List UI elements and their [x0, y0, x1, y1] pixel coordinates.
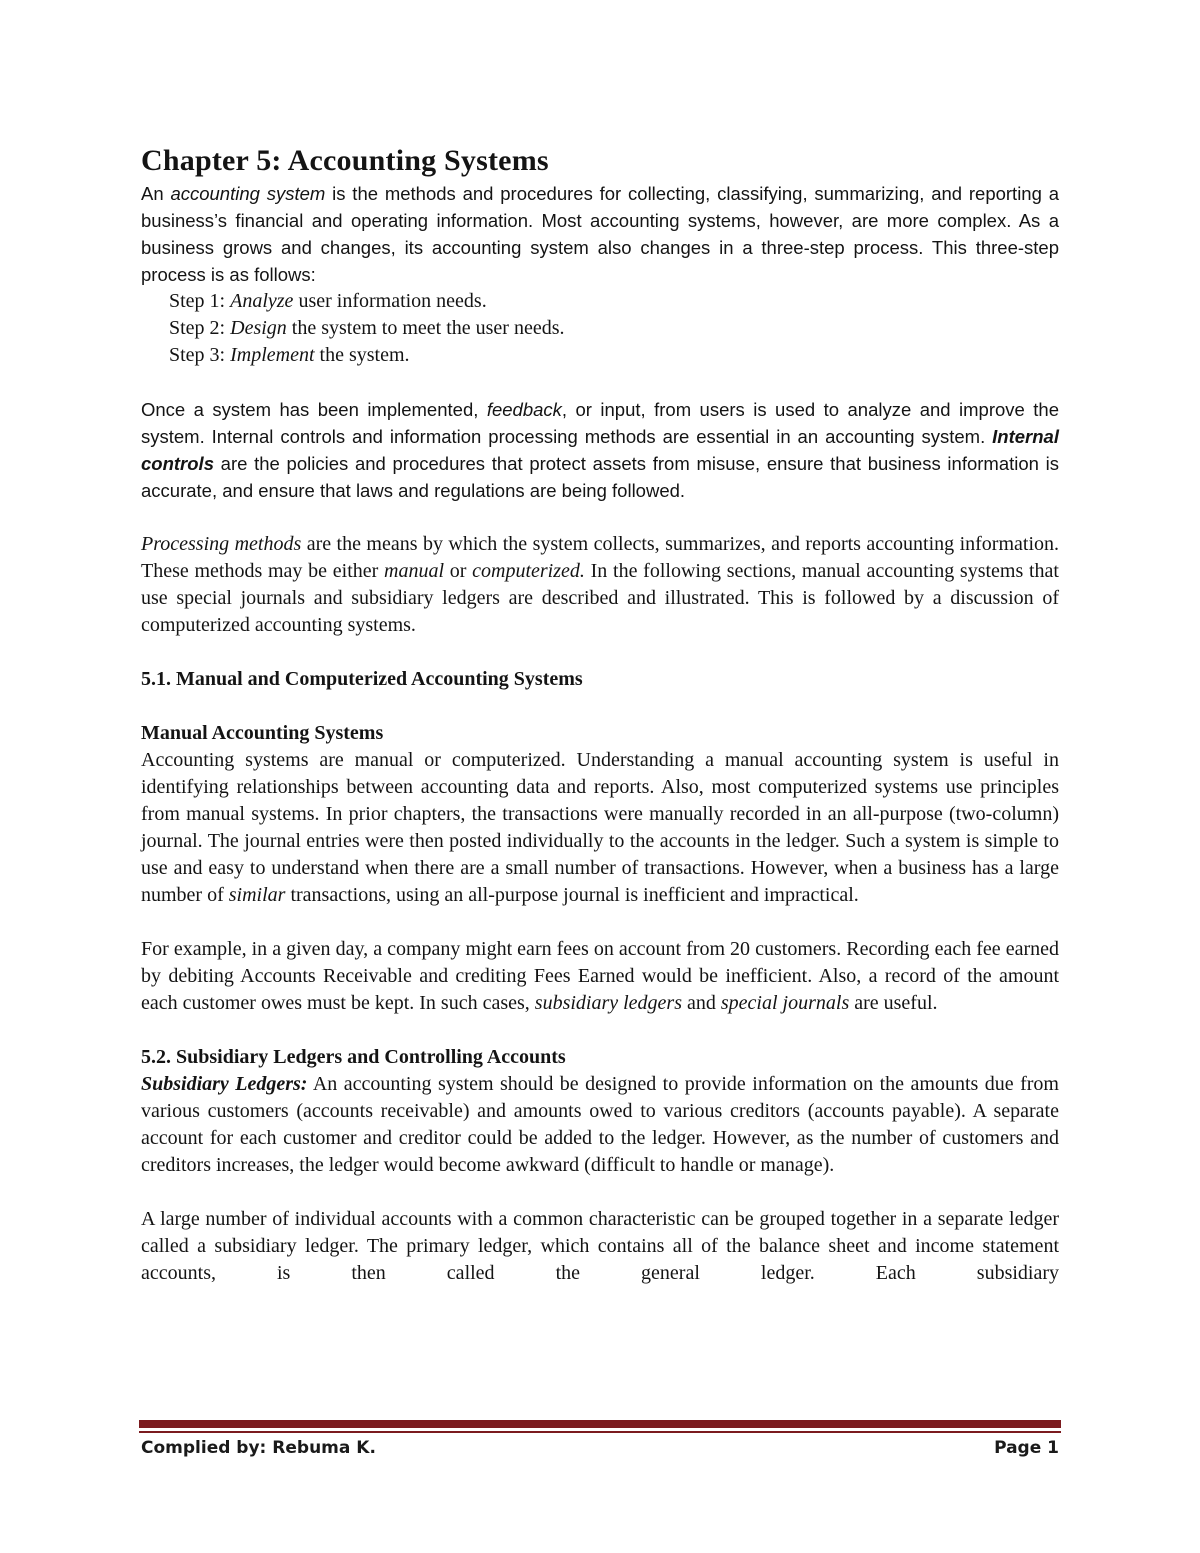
page-footer: [141, 1438, 1059, 1458]
example-text-1: For example, in a given day, a company might earn fees on account from 20 customers. Recording each fee earned by debiting Accounts Receivable and crediting Fees Earned would be inefficient. Also, a record of the amount each customer owes must be kept. In such cases,: [141, 938, 1059, 1014]
internal-controls-term: Internal controls: [141, 426, 1059, 474]
feedback-text-1: Once a system has been implemented,: [141, 399, 487, 420]
processing-term: Processing methods: [141, 533, 302, 555]
step-1: [141, 288, 1059, 315]
chapter-title: Chapter 5: Accounting Systems: [141, 144, 549, 177]
step-1-label: Step 1:: [169, 290, 231, 312]
footer-rule-thin: [139, 1431, 1061, 1433]
step-3-text: the system.: [314, 344, 410, 366]
manual-term: manual: [384, 560, 445, 582]
intro-text-2: is the methods and procedures for collecting, classifying, summarizing, and reporting a business’s financial and operating information. Most accounting systems, however, are more complex. As a business grows and changes, its accounting system also changes in a three-step process. This three-step process is as follows:: [141, 183, 1059, 285]
spacer: [141, 504, 1059, 531]
step-3-verb: Implement: [230, 344, 315, 366]
large-number-paragraph: [141, 1206, 1059, 1287]
spacer: [141, 1179, 1059, 1206]
example-text-3: are useful.: [849, 992, 938, 1014]
similar-term: similar: [228, 884, 286, 906]
footer-page-number: Page 1: [994, 1438, 1059, 1458]
step-2-text: the system to meet the user needs.: [286, 317, 565, 339]
intro-paragraph: [141, 180, 1059, 288]
section-heading-5-1: 5.1. Manual and Computerized Accounting Systems: [141, 668, 583, 690]
manual-text-2: transactions, using an all-purpose journal is inefficient and impractical.: [285, 884, 859, 906]
large-number-text: A large number of individual accounts with a common characteristic can be grouped together in a separate ledger called a subsidiary ledger. The primary ledger, which contains all of the balance sheet and income statement accounts, is then called the general ledger. Each subsidiary: [141, 1208, 1059, 1284]
step-3-label: Step 3:: [169, 344, 231, 366]
processing-paragraph: [141, 531, 1059, 639]
example-paragraph: [141, 936, 1059, 1017]
step-3: [141, 342, 1059, 369]
spacer: [141, 1017, 1059, 1044]
section-heading-5-2: 5.2. Subsidiary Ledgers and Controlling Accounts: [141, 1046, 566, 1068]
spacer: [141, 693, 1059, 720]
subheading-manual: Manual Accounting Systems: [141, 722, 384, 744]
step-2-label: Step 2:: [169, 317, 231, 339]
processing-text-1: are the means by which the system collects, summarizes, and reports accounting information. These methods may be either: [141, 533, 1059, 582]
spacer: [141, 909, 1059, 936]
intro-text-1: An: [141, 183, 171, 204]
computerized-term: computerized.: [472, 560, 585, 582]
footer-author: Complied by: Rebuma K.: [141, 1438, 376, 1458]
subsidiary-text: An accounting system should be designed to provide information on the amounts due from various customers (accounts receivable) and amounts owed to various creditors (accounts payable). A separate account for each customer and creditor could be added to the ledger. However, as the number of customers and creditors increases, the ledger would become awkward (difficult to handle or manage).: [141, 1073, 1059, 1176]
step-1-text: user information needs.: [293, 290, 487, 312]
example-text-2: and: [682, 992, 721, 1014]
step-2-verb: Design: [230, 317, 287, 339]
spacer: [141, 369, 1059, 396]
special-journals-term: special journals: [720, 992, 850, 1014]
page-body: [141, 142, 1059, 1287]
processing-text-2: or: [444, 560, 473, 582]
feedback-text-2: , or input, from users is used to analyze and improve the system. Internal controls and information processing methods are essential in an accounting system.: [141, 399, 1059, 447]
feedback-term: feedback: [486, 399, 562, 420]
subsidiary-ledgers-label: Subsidiary Ledgers:: [141, 1073, 308, 1095]
manual-text-1: Accounting systems are manual or computerized. Understanding a manual accounting system is useful in identifying relationships between accounting data and reports. Also, most computerized systems use principles from manual systems. In prior chapters, the transactions were manually recorded in an all-purpose (two-column) journal. The journal entries were then posted individually to the accounts in the ledger. Such a system is simple to use and easy to understand when there are a small number of transactions. However, when a business has a large number of: [141, 749, 1059, 906]
processing-text-3: In the following sections, manual accounting systems that use special journals and subsidiary ledgers are described and illustrated. This is followed by a discussion of computerized accounting systems.: [141, 560, 1059, 636]
feedback-text-3: are the policies and procedures that protect assets from misuse, ensure that business information is accurate, and ensure that laws and regulations are being followed.: [141, 453, 1059, 501]
footer-rule-thick: [139, 1420, 1061, 1428]
subsidiary-ledgers-term: subsidiary ledgers: [534, 992, 682, 1014]
step-2: [141, 315, 1059, 342]
intro-term: accounting system: [170, 183, 326, 204]
subsidiary-paragraph: [141, 1071, 1059, 1179]
feedback-paragraph: [141, 396, 1059, 504]
step-1-verb: Analyze: [230, 290, 294, 312]
spacer: [141, 639, 1059, 666]
manual-paragraph: [141, 747, 1059, 909]
